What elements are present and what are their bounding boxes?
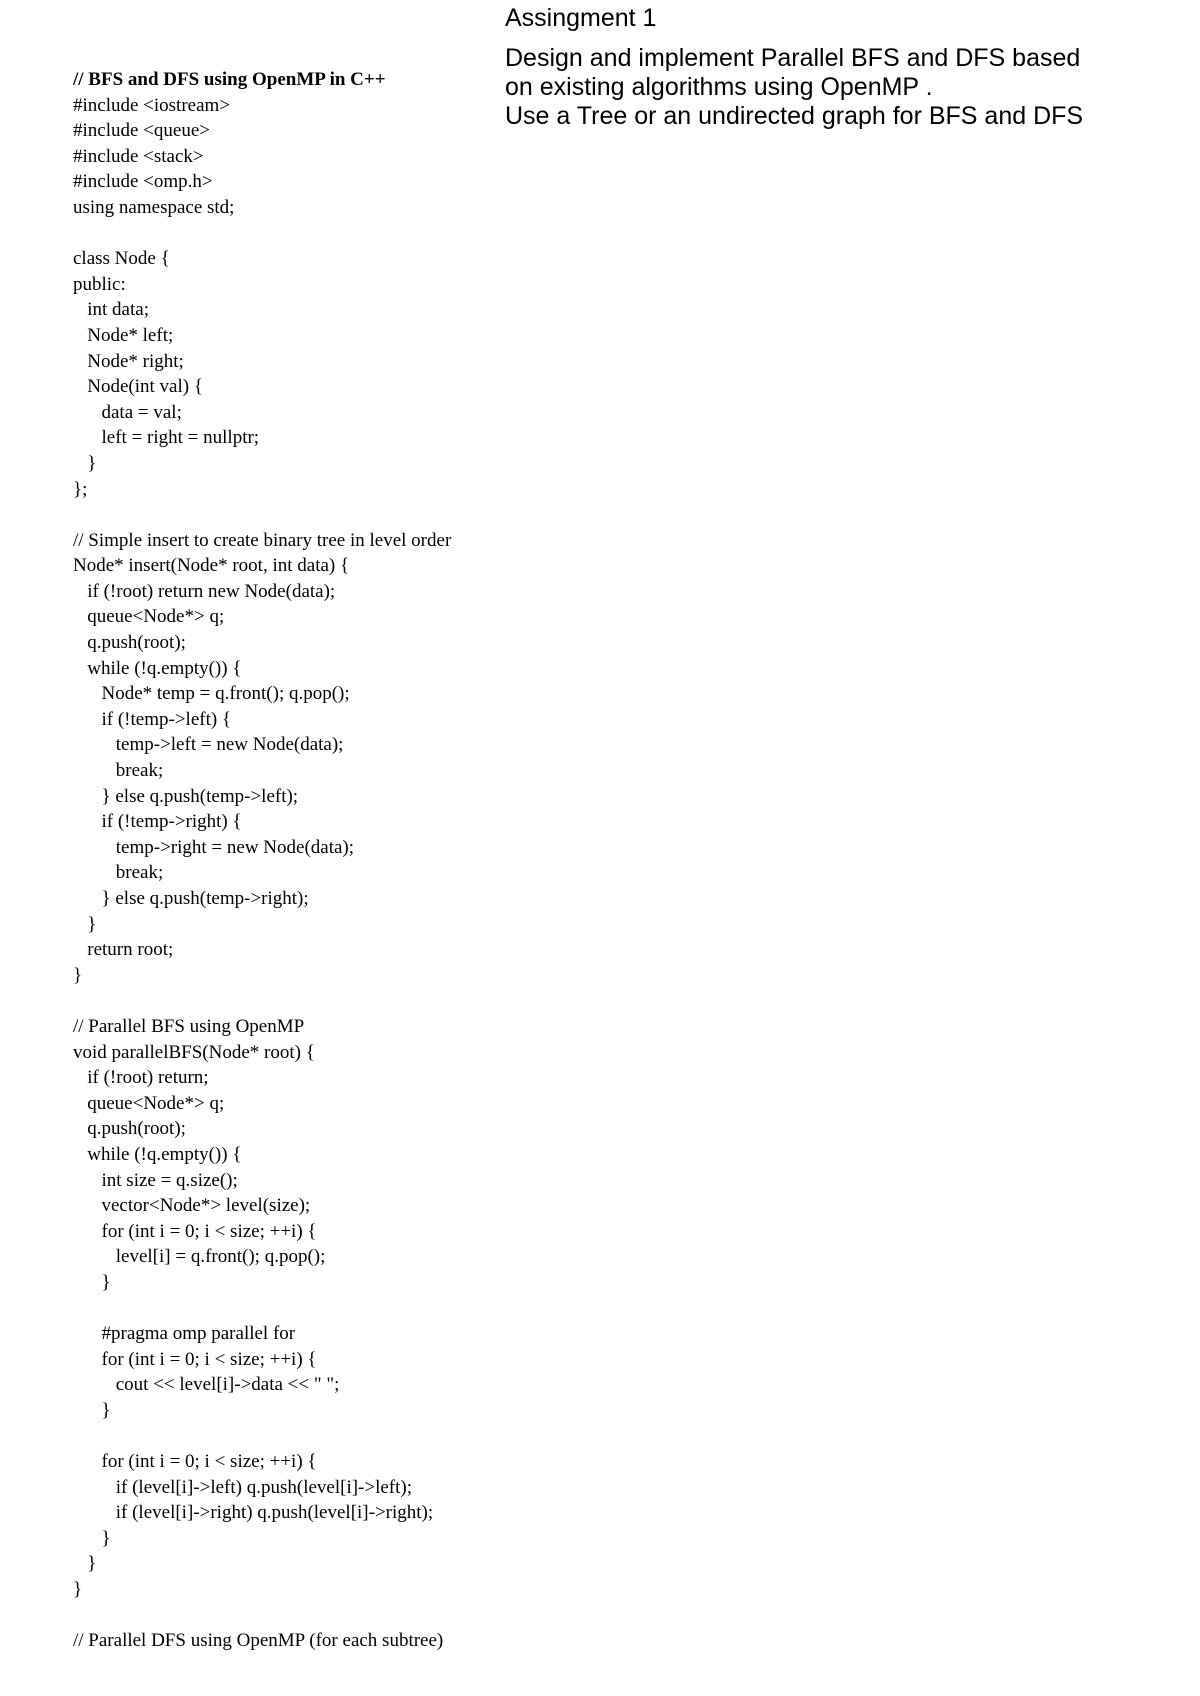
code-line: level[i] = q.front(); q.pop();	[73, 1246, 326, 1268]
code-line: #include <stack>	[73, 145, 204, 167]
code-line: }	[73, 964, 83, 986]
code-line	[73, 1423, 543, 1449]
code-line: queue<Node*> q;	[73, 1092, 225, 1114]
code-line: left = right = nullptr;	[73, 427, 260, 449]
assignment-title: Assingment 1	[505, 4, 657, 32]
code-line: if (!root) return;	[73, 1067, 209, 1089]
code-line: }	[73, 1271, 111, 1293]
code-line: int data;	[73, 299, 149, 321]
code-line: Node* temp = q.front(); q.pop();	[73, 683, 350, 705]
code-line	[73, 988, 543, 1014]
code-line: if (level[i]->left) q.push(level[i]->left);	[73, 1476, 413, 1498]
assignment-description-line: Use a Tree or an undirected graph for BFS and DFS	[505, 102, 1084, 130]
code-line: }	[73, 1579, 83, 1601]
code-line	[73, 221, 543, 247]
code-line: }	[73, 1527, 111, 1549]
code-line	[73, 1296, 543, 1322]
assignment-description	[505, 44, 1195, 131]
code-line: if (!temp->right) {	[73, 811, 242, 833]
code-line: data = val;	[73, 401, 182, 423]
code-line: };	[73, 478, 88, 500]
code-line: for (int i = 0; i < size; ++i) {	[73, 1220, 317, 1242]
code-line: // Parallel DFS using OpenMP (for each subtree)	[73, 1630, 444, 1652]
code-line: temp->right = new Node(data);	[73, 836, 355, 858]
code-line: } else q.push(temp->left);	[73, 785, 299, 807]
code-line: if (level[i]->right) q.push(level[i]->right);	[73, 1502, 434, 1524]
code-line: // BFS and DFS using OpenMP in C++	[73, 69, 386, 90]
assignment-description-line: Design and implement Parallel BFS and DFS based	[505, 44, 1081, 72]
code-line: // Parallel BFS using OpenMP	[73, 1015, 305, 1037]
code-line: }	[73, 913, 97, 935]
code-line: } else q.push(temp->right);	[73, 888, 309, 909]
code-line: for (int i = 0; i < size; ++i) {	[73, 1451, 317, 1473]
code-line: #include <omp.h>	[73, 171, 213, 193]
code-line: using namespace std;	[73, 196, 235, 218]
assignment-header	[505, 2, 1195, 131]
code-line: void parallelBFS(Node* root) {	[73, 1041, 315, 1063]
code-line: while (!q.empty()) {	[73, 1143, 242, 1165]
code-line: }	[73, 1399, 111, 1421]
code-line: }	[73, 1553, 97, 1575]
code-line: Node* right;	[73, 350, 184, 372]
code-line: Node* left;	[73, 324, 174, 346]
code-line: }	[73, 452, 97, 474]
code-line: // Simple insert to create binary tree in level order	[73, 529, 452, 551]
code-listing	[73, 67, 543, 1654]
code-line	[73, 502, 543, 528]
code-line: queue<Node*> q;	[73, 606, 225, 628]
code-line: vector<Node*> level(size);	[73, 1195, 311, 1217]
code-line: return root;	[73, 939, 174, 961]
code-line: break;	[73, 760, 164, 782]
code-line: #include <iostream>	[73, 94, 231, 116]
assignment-description-line: on existing algorithms using OpenMP .	[505, 73, 933, 101]
code-line: q.push(root);	[73, 632, 186, 654]
code-line: if (!temp->left) {	[73, 708, 232, 730]
code-line: if (!root) return new Node(data);	[73, 580, 336, 602]
code-line: cout << level[i]->data << " ";	[73, 1374, 340, 1396]
code-line: Node* insert(Node* root, int data) {	[73, 555, 350, 577]
code-line: #pragma omp parallel for	[73, 1323, 296, 1345]
code-line: while (!q.empty()) {	[73, 657, 242, 679]
code-line: break;	[73, 862, 164, 884]
code-line: #include <queue>	[73, 120, 210, 142]
code-line: for (int i = 0; i < size; ++i) {	[73, 1348, 317, 1370]
code-line	[73, 1603, 543, 1629]
code-line: Node(int val) {	[73, 376, 203, 398]
code-line: temp->left = new Node(data);	[73, 734, 344, 756]
code-line: public:	[73, 273, 126, 295]
code-line: int size = q.size();	[73, 1169, 238, 1191]
code-line: q.push(root);	[73, 1118, 186, 1140]
code-line: class Node {	[73, 248, 170, 270]
